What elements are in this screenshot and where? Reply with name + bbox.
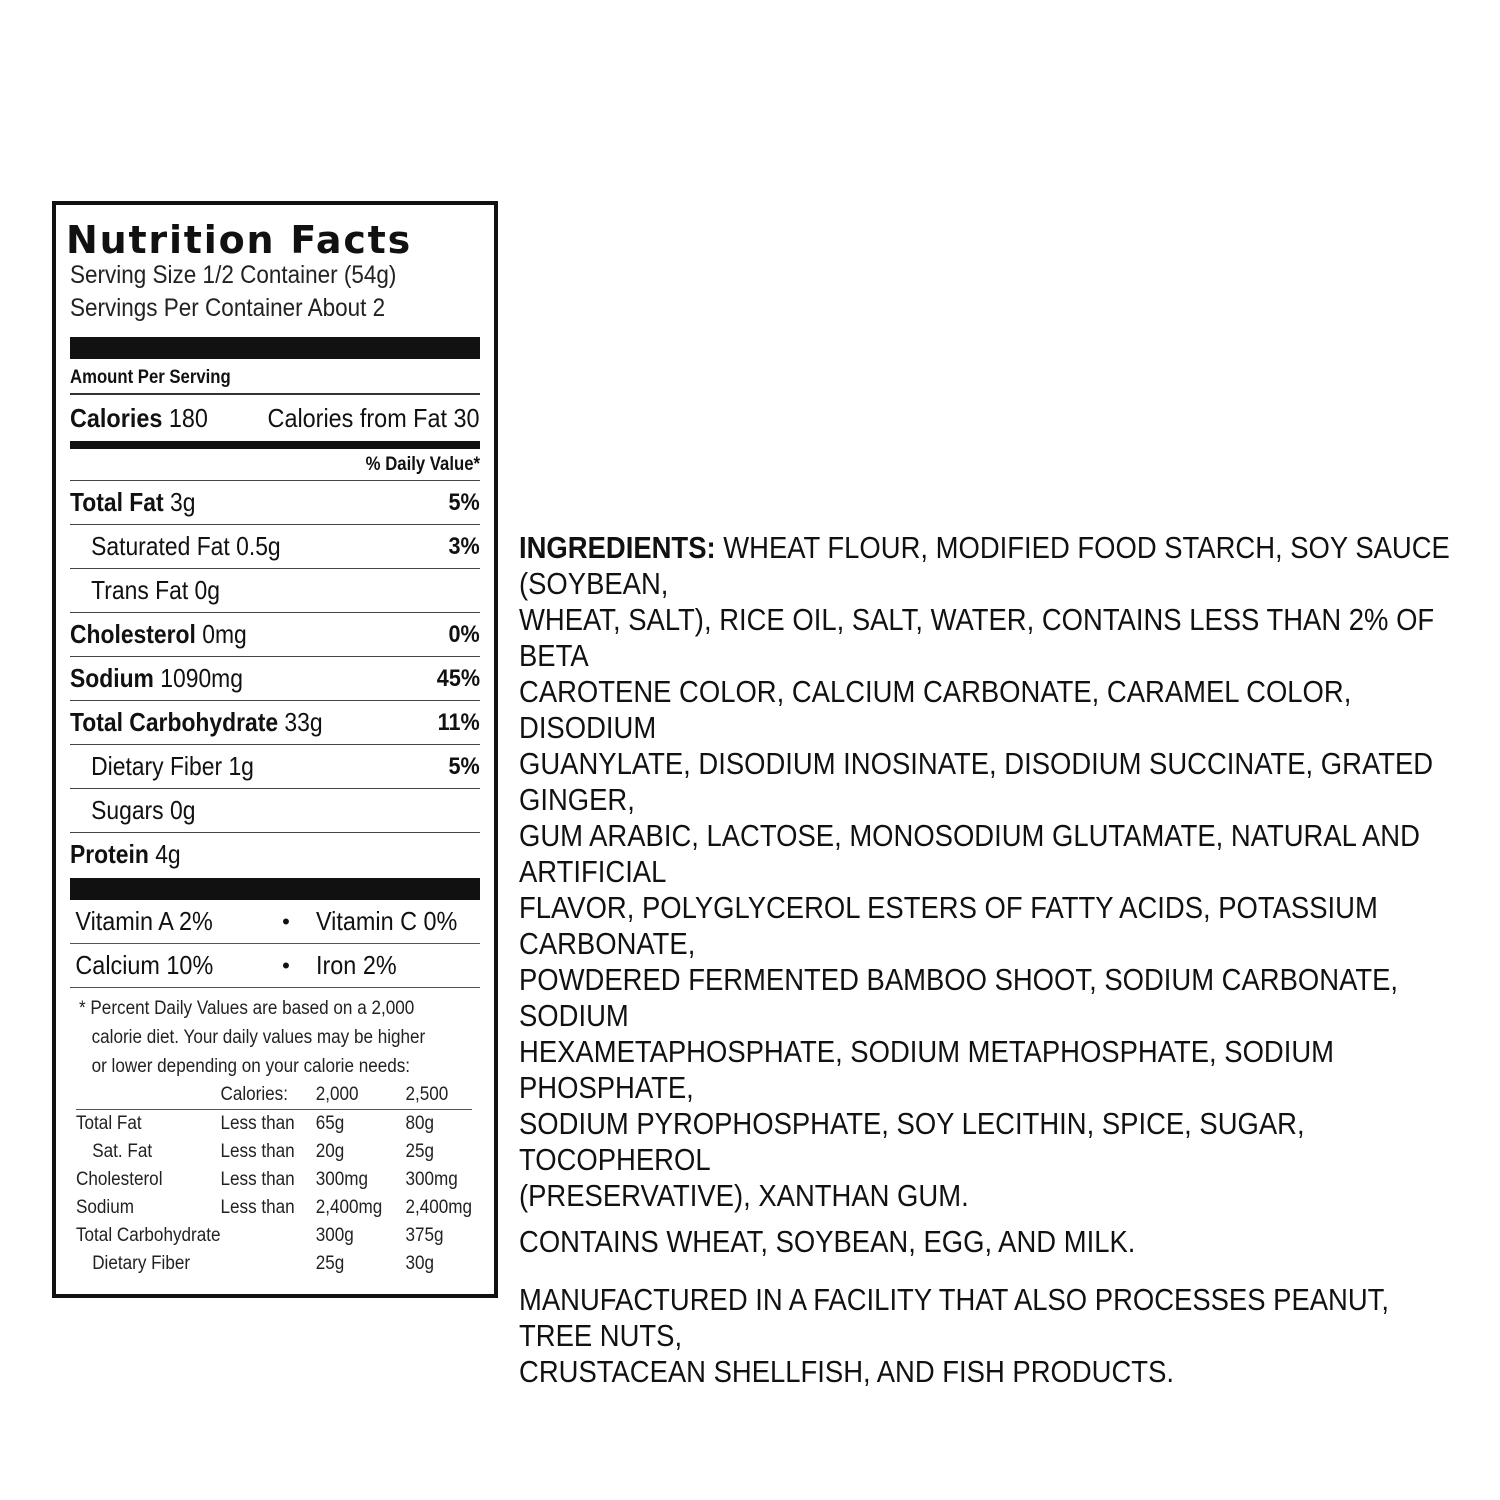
ingredients-block [519,530,1457,1390]
ingredients-paragraph [519,530,1457,1214]
nutrient-row-trans-fat [70,568,480,612]
table-cell [220,1250,315,1278]
nutrient-row-total-carbohydrate [70,700,480,744]
daily-value-header: % Daily Value* [365,454,480,475]
nutrient-percent: 3% [448,532,480,560]
footnote-line: calorie diet. Your daily values may be higher [91,1027,426,1048]
table-cell: 300g [315,1225,354,1246]
table-cell: 30g [405,1253,434,1274]
footnote-line: or lower depending on your calorie needs: [91,1056,411,1077]
nutrient-label: Saturated Fat [91,531,230,561]
table-cell: 2,500 [405,1081,472,1110]
ingredients-line: WHEAT FLOUR, MODIFIED FOOD STARCH, SOY SAUCE (SOYBEAN, [519,530,1450,601]
nutrient-label: Total Fat [70,487,164,517]
ingredients-line: HEXAMETAPHOSPHATE, SODIUM METAPHOSPHATE, SODIUM PHOSPHATE, [519,1034,1335,1105]
nutrient-label: Dietary Fiber [91,751,223,781]
nutrition-facts-title: Nutrition Facts [66,218,413,262]
nutrient-percent: 5% [448,488,480,516]
calories-value: 180 [168,402,208,433]
nutrient-amount: 4g [155,839,181,869]
nutrient-row-sugars [70,788,480,832]
bullet: • [282,908,290,934]
nutrient-amount: 0g [169,795,196,825]
nutrient-percent: 0% [448,620,480,648]
table-cell: 20g [315,1141,345,1162]
ingredients-line: (PRESERVATIVE), XANTHAN GUM. [519,1178,969,1213]
facility-line: CRUSTACEAN SHELLFISH, AND FISH PRODUCTS. [519,1354,1174,1389]
nutrient-amount: 1g [228,751,254,781]
table-row [76,1081,472,1110]
nutrient-label: Protein [70,839,149,869]
ingredients-line: SODIUM PYROPHOSPHATE, SOY LECITHIN, SPICE, SUGAR, TOCOPHEROL [519,1106,1305,1177]
vitamin-c: Vitamin C 0% [316,906,458,936]
nutrient-amount: 0g [194,575,220,605]
nutrient-label: Cholesterol [70,619,196,649]
calories-from-fat: Calories from Fat 30 [268,402,480,433]
calories-row [70,395,480,441]
daily-values-table [76,1081,472,1278]
table-cell: Sat. Fat [92,1141,153,1162]
serving-size: Serving Size 1/2 Container (54g) [70,261,397,289]
ingredients-line: GUM ARABIC, LACTOSE, MONOSODIUM GLUTAMATE, NATURAL AND ARTIFICIAL [519,818,1420,889]
table-cell: 2,400mg [315,1197,383,1218]
nutrient-label: Total Carbohydrate [70,707,279,737]
nutrient-row-cholesterol [70,612,480,656]
facility-statement [519,1282,1457,1390]
table-cell: Less than [220,1141,295,1162]
iron: Iron 2% [316,950,397,980]
table-row [76,1194,472,1222]
facility-line: MANUFACTURED IN A FACILITY THAT ALSO PROCESSES PEANUT, TREE NUTS, [519,1282,1390,1353]
thick-divider [70,337,480,359]
nutrient-amount: 3g [170,487,196,517]
ingredients-line: WHEAT, SALT), RICE OIL, SALT, WATER, CONTAINS LESS THAN 2% OF BETA [519,602,1435,673]
nutrient-percent: 11% [437,708,480,736]
amount-per-serving: Amount Per Serving [70,367,231,388]
nutrient-amount: 33g [284,707,323,737]
nutrient-percent: 5% [448,752,480,780]
servings-per-container: Servings Per Container About 2 [70,294,386,322]
nutrient-row-sodium [70,656,480,700]
allergen-statement: CONTAINS WHEAT, SOYBEAN, EGG, AND MILK. [519,1224,1136,1259]
table-cell: Sodium [76,1197,134,1218]
table-cell: 375g [405,1225,444,1246]
ingredients-label: INGREDIENTS: [519,530,716,565]
calories [70,403,208,434]
calories-label: Calories [70,402,163,433]
ingredients-line: FLAVOR, POLYGLYCEROL ESTERS OF FATTY ACIDS, POTASSIUM CARBONATE, [519,890,1378,961]
nutrient-amount: 1090mg [160,663,243,693]
nutrient-row-saturated-fat [70,524,480,568]
nutrient-label: Sodium [70,663,154,693]
table-row [76,1138,472,1166]
table-cell: Total Fat [76,1113,142,1134]
table-row [76,1166,472,1194]
vitamin-row [70,900,480,944]
table-cell: Less than [220,1169,295,1190]
table-cell: 25g [315,1253,345,1274]
table-cell: 300mg [315,1169,369,1190]
calcium: Calcium 10% [75,950,214,980]
table-row [76,1110,472,1139]
medium-divider [70,441,480,449]
nutrient-amount: 0mg [202,619,247,649]
table-cell: 2,400mg [405,1197,472,1218]
ingredients-line: GUANYLATE, DISODIUM INOSINATE, DISODIUM SUCCINATE, GRATED GINGER, [519,746,1434,817]
nutrition-facts-panel [52,201,498,1298]
table-cell: Total Carbohydrate [76,1225,221,1246]
table-row [76,1250,472,1278]
table-cell: 300mg [405,1169,458,1190]
table-cell: 2,000 [316,1081,406,1110]
table-cell: 80g [405,1113,434,1134]
ingredients-line: POWDERED FERMENTED BAMBOO SHOOT, SODIUM CARBONATE, SODIUM [519,962,1399,1033]
nutrient-row-protein [70,832,480,876]
table-cell: 65g [315,1113,345,1134]
ingredients-line: CAROTENE COLOR, CALCIUM CARBONATE, CARAMEL COLOR, DISODIUM [519,674,1352,745]
nutrient-percent: 45% [436,664,480,692]
footnote-line: * Percent Daily Values are based on a 2,000 [79,998,415,1019]
table-cell: Less than [220,1197,295,1218]
table-cell: Dietary Fiber [92,1253,191,1274]
nutrient-label: Trans Fat [91,575,189,605]
table-cell: Cholesterol [76,1169,163,1190]
table-cell [220,1222,315,1250]
nutrient-row-total-fat [70,480,480,524]
nutrient-row-dietary-fiber [70,744,480,788]
table-row [76,1222,472,1250]
table-cell: Calories: [220,1081,315,1110]
vitamin-row [70,944,480,988]
nutrient-amount: 0.5g [236,531,281,561]
table-cell: Less than [220,1113,295,1134]
thick-divider [70,878,480,900]
nutrient-label: Sugars [91,795,164,825]
vitamin-a: Vitamin A 2% [75,906,213,936]
footnote [70,994,475,1081]
table-cell [76,1081,220,1110]
table-cell: 25g [405,1141,434,1162]
bullet: • [282,952,290,978]
